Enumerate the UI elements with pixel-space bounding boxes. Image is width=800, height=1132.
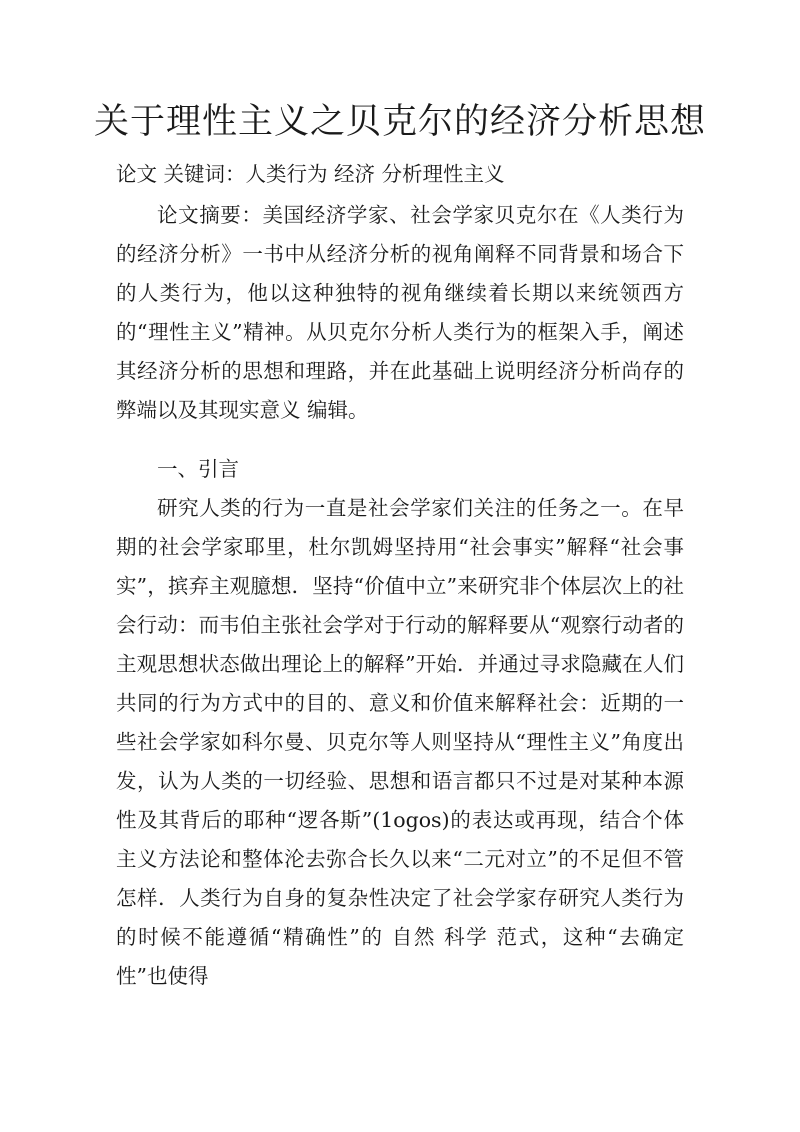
section-heading: 一、引言 — [157, 457, 239, 481]
body-paragraph: 研究人类的行为一直是社会学家们关注的任务之一。在早期的社会学家耶里，杜尔凯姆坚持用“社会事实”解释“社会事实”，摈弃主观臆想．坚持“价值中立”来研究非个体层次上的社会行动：而韦伯主张社会学对于行动的解释要从“观察行动者的主观思想状态做出理论上的解释”开始．并通过寻求隐藏在人们共同的行为方式中的目的、意义和价值来解释社会：近期的一些社会学家如科尔曼、贝克尔等人则坚持从“理性主义”角度出发，认为人类的一切经验、思想和语言都只不过是对某种本源性及其背后的耶种“逻各斯”(1ogos)的表达或再现，结合个体主义方法论和整体沦去弥合长久以来“二元对立”的不足但不管怎样．人类行为自身的复杂性决定了社会学家存研究人类行为的时候不能遵循“精确性”的 自然 科学 范式，这种“去确定性”也使得 — [116, 496, 684, 988]
document-title: 关于理性主义之贝克尔的经济分析思想 — [93, 102, 706, 142]
keywords-line: 论文 关键词：人类行为 经济 分析理性主义 — [116, 162, 505, 186]
abstract-paragraph: 论文摘要：美国经济学家、社会学家贝克尔在《人类行为的经济分析》一书中从经济分析的视角阐释不同背景和场合下的人类行为，他以这种独特的视角继续着长期以来统领西方的“理性主义”精神。从贝克尔分析人类行为的框架入手，阐述其经济分析的思想和理路，并在此基础上说明经济分析尚存的弊端以及其现实意义 编辑。 — [116, 203, 684, 422]
